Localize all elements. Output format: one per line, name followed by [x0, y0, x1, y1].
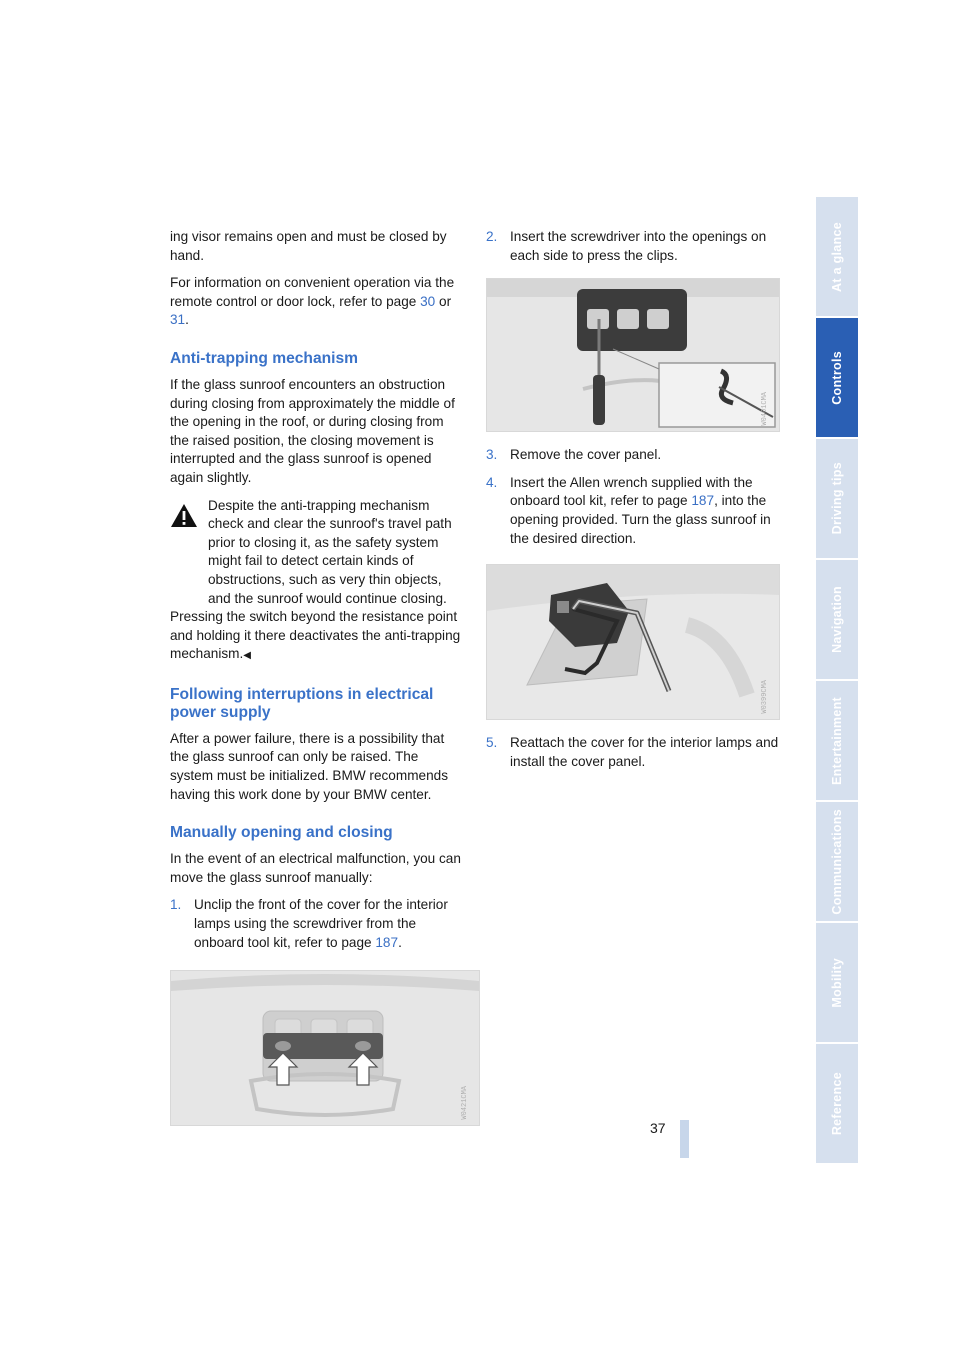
figure-code: W0401CMA [761, 391, 770, 426]
step-5: 5. Reattach the cover for the interior lamps and install the cover panel. [486, 735, 779, 769]
manual-body: In the event of an electrical malfunction, you can move the glass sunroof manually: [170, 851, 461, 885]
left-column [170, 228, 470, 1140]
warning-text-2: Pressing the switch beyond the resistance point and holding it there deactivates the anti-trapping mechanism.◀ [170, 609, 461, 662]
end-marker-icon: ◀ [243, 650, 251, 662]
page-marker-bar [680, 1120, 689, 1158]
figure-code: W0421CMA [461, 1085, 470, 1120]
figure-unclip-cover [170, 970, 480, 1126]
warning-triangle-icon [170, 503, 198, 528]
tab-entertainment[interactable]: Entertainment [816, 681, 858, 800]
warning-text-1: Despite the anti-trapping mechanism check and clear the sunroof's travel path prior to closing it, as the safety system might fail to detect certain kinds of obstructions, such as very thin objects, and the sunroof would continue closing. [208, 497, 452, 606]
tab-reference[interactable]: Reference [816, 1044, 858, 1163]
anti-trapping-body: If the glass sunroof encounters an obstruction during closing from approximately the middle of the opening in the roof, or during closing from the raised position, the closing movement is interrupted and the glass sunroof is opened again slightly. [170, 376, 455, 485]
tab-communications[interactable]: Communications [816, 802, 858, 921]
page-link-31[interactable]: 31 [170, 312, 186, 328]
allen-wrench-illustration [487, 565, 779, 719]
page-number: 37 [650, 1120, 666, 1136]
tab-controls[interactable]: Controls [816, 318, 858, 437]
remote-info-paragraph: For information on convenient operation via the remote control or door lock, refer to page 30 or 31. [170, 275, 455, 328]
step-3: 3. Remove the cover panel. [486, 447, 662, 463]
step-2: 2. Insert the screwdriver into the openings on each side to press the clips. [486, 229, 767, 263]
heading-power-interruption: Following interruptions in electrical power supply [170, 685, 434, 721]
right-column [486, 228, 780, 780]
step-1: 1. Unclip the front of the cover for the interior lamps using the screwdriver from the onboard tool kit, refer to page 187. [170, 897, 448, 950]
intro-paragraph: ing visor remains open and must be closed by hand. [170, 229, 447, 263]
tab-navigation[interactable]: Navigation [816, 560, 858, 679]
figure-allen-wrench [486, 564, 780, 720]
tab-at-a-glance[interactable]: At a glance [816, 197, 858, 316]
figure-code: W0399CMA [761, 679, 770, 714]
warning-block [170, 497, 464, 666]
page-link-187-allen[interactable]: 187 [691, 493, 715, 509]
heading-manual: Manually opening and closing [170, 824, 393, 842]
figure-screwdriver [486, 278, 780, 432]
tab-mobility[interactable]: Mobility [816, 923, 858, 1042]
page-link-187[interactable]: 187 [375, 934, 399, 950]
unclip-illustration [171, 971, 479, 1125]
chapter-tabs [816, 197, 858, 1165]
tab-driving-tips[interactable]: Driving tips [816, 439, 858, 558]
page-link-30[interactable]: 30 [420, 293, 436, 309]
power-interruption-body: After a power failure, there is a possibility that the glass sunroof can only be raised. The system must be initialized. BMW recommends having this work done by your BMW center. [170, 730, 448, 802]
heading-anti-trapping: Anti-trapping mechanism [170, 349, 359, 367]
screwdriver-illustration [487, 279, 779, 431]
step-4: 4. Insert the Allen wrench supplied with the onboard tool kit, refer to page 187, into the opening provided. Turn the glass sunroof in the desired direction. [486, 474, 771, 546]
